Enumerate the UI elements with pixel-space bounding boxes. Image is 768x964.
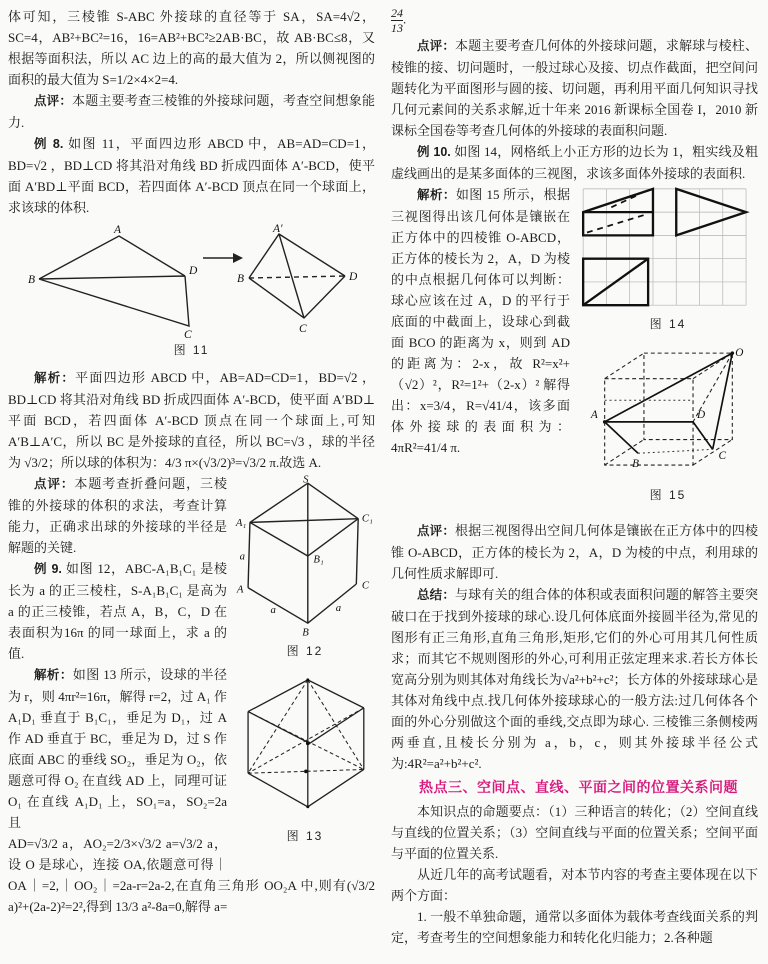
svg-text:a: a — [270, 603, 276, 616]
summary-paragraph — [391, 584, 758, 774]
review-label: 点评： — [34, 477, 75, 491]
summary-text: 与球有关的组合体的体积或表面积问题的解答主要突破口在于找到外接球的球心.设几何体底面外接圆半径为,常见的图形有正三角形,直角三角形,矩形,它们的外心可用其几何性质求；而其它不规则图形的外心,可利用正弦定理来求.若长方体长宽高分别为则其体对角线长为√a²+b²+c²；长方体的外接球球心是其体对角线中点.找几何体外接球球心的一般方法:过几何体各个面的外心分别做这个面的垂线,交点即为球心. 三棱锥三条侧棱两两垂直,且棱长分别为 a，b，c，则其外接球半径公式为:4R²=a²+b²+c². — [391, 587, 758, 771]
svg-text:C: C — [298, 323, 307, 335]
review-text: 根据三视图得出空间几何体是镶嵌在正方体中的四棱锥 O-ABCD，正方体的棱长为 2，A，D 为棱的中点，利用球的几何性质求解即可. — [391, 523, 758, 581]
figure-12 — [235, 473, 375, 662]
fraction-continuation: $\frac{24}{13}$ . — [391, 6, 407, 35]
svg-text:D: D — [188, 265, 197, 277]
review-text: 本题主要考查三棱锥的外接球问题，考查空间想象能力. — [8, 93, 375, 130]
figure-15 — [578, 345, 758, 506]
knowledge-points-paragraph: 本知识点的命题要点：（1）三种语言的转化；（2）空间直线与直线的位置关系；（3）空间直线与平面的位置关系；空间平面与平面的位置关系. — [391, 804, 758, 861]
figures-12-13 — [235, 473, 375, 857]
svg-text:B: B — [302, 626, 309, 639]
left-column — [8, 6, 375, 960]
svg-text:D: D — [696, 408, 706, 421]
analysis-label: 解析： — [34, 371, 76, 385]
figures-14-15 — [578, 184, 758, 516]
analysis-label: 解析： — [34, 668, 73, 682]
analysis-8-text: 平面四边形 ABCD 中，AB=AD=CD=1，BD=√2 ，BD⊥CD 将其沿对角线 BD 折成四面体 A′-BCD，使平面 A′BD⊥平面 BCD，若四面体 A′-BCD 顶点在同一个球面上,可知 A′B⊥A′C，所以 BC 是外接球的直径，所以 BC=√3 ，球的半径为 √3/2；所以球的体积为：4/3 π×(√3/2)³=√3/2 π.故选 A. — [8, 370, 375, 470]
svg-text:B₁: B₁ — [313, 553, 324, 566]
svg-text:a: a — [335, 602, 342, 615]
analysis-10-block — [391, 184, 758, 520]
hotspot-3-heading: 热点三、空间点、直线、平面之间的位置关系问题 — [419, 779, 738, 795]
figure-14-caption: 图 14 — [649, 317, 687, 331]
svg-text:A′: A′ — [272, 223, 283, 235]
example-10-label: 例 10. — [417, 145, 451, 159]
review-paragraph-3 — [391, 35, 758, 141]
svg-text:A: A — [113, 224, 121, 236]
svg-text:O: O — [735, 347, 744, 360]
review-paragraph-1 — [8, 90, 375, 133]
figure-11 — [8, 222, 375, 361]
summary-label: 总结： — [417, 588, 456, 602]
svg-text:B: B — [632, 458, 640, 471]
svg-text:B: B — [236, 273, 244, 285]
figure-14 — [578, 184, 758, 335]
svg-text:A₁: A₁ — [235, 517, 247, 530]
figure-12-caption: 图 12 — [286, 644, 324, 658]
item-1-paragraph: 1. 一般不单独命题，通常以多面体为载体考查线面关系的判定，考查考生的空间想象能力和转化化归能力；2.各种题 — [391, 909, 758, 945]
svg-text:A: A — [236, 583, 244, 596]
svg-text:C: C — [718, 450, 727, 463]
fraction-24-13: $\frac{24}{13}$ — [391, 6, 403, 35]
right-column — [391, 6, 758, 960]
example-8-label: 例 8. — [34, 137, 64, 151]
review-paragraph-4 — [391, 520, 758, 584]
svg-text:D: D — [348, 271, 357, 283]
svg-text:C₁: C₁ — [361, 512, 373, 525]
review-label: 点评： — [417, 39, 456, 53]
figure-11-caption: 图 11 — [173, 343, 210, 357]
review-label: 点评： — [34, 94, 73, 108]
example-10-paragraph — [391, 141, 758, 184]
exam-trend-paragraph: 从近几年的高考试题看，对本节内容的考查主要体现在以下两个方面： — [391, 867, 758, 903]
svg-text:a: a — [239, 550, 246, 563]
analysis-10-text: 如图 15 所示，根据三视图得出该几何体是镶嵌在正方体中的四棱锥 O-ABCD，正方体的棱长为 2，A，D 为棱的中点根据几何体可以判断：球心应该在过 A，D 的平行于底面的中截面上，设球心到截面 BCO 的距离为 x，则到 AD 的距离为：2-x，故 R²=x²+（√2）²，R²=1²+（2-x）² 解得出：x=3/4，R=√41/4，该多面体外接球的表面积为：4πR²=41/4 π. — [391, 187, 570, 455]
example-9-label: 例 9. — [34, 562, 62, 576]
example-10-text: 如图 14，网格纸上小正方形的边长为 1，粗实线及粗虚线画出的是某多面体的三视图，求该多面体外接球的表面积. — [391, 144, 758, 181]
example-8-text: 如图 11，平面四边形 ABCD 中，AB=AD=CD=1，BD=√2 ，BD⊥CD 将其沿对角线 BD 折成四面体 A′-BCD，使平面 A′BD⊥平面 BCD，若四面体 A′-BCD 顶点在同一个球面上，求该球的体积. — [8, 136, 375, 215]
analysis-label: 解析： — [417, 188, 456, 202]
example-9-text: 如图 12，ABC-A₁B₁C₁ 是棱长为 a 的正三棱柱，S-A₁B₁C₁ 是高为 a 的正三棱锥，若点 A，B，C，D 在表面积为16π 的同一球面上，求 a 的值. — [8, 561, 227, 661]
figure-11-drawing — [27, 222, 357, 338]
example-9-block — [8, 473, 375, 917]
svg-text:C: C — [361, 579, 370, 592]
review-text: 本题考查折叠问题，三棱锥的外接球的体积的求法，考查计算能力，正确求出球的外接球的半径是解题的关键. — [8, 476, 227, 555]
review-label: 点评： — [417, 524, 456, 538]
analysis-9-formula: AD=√3/2 a，AO₂=2/3×√3/2 a=√3/2 a，设 O 是球心，连接 OA,依题意可得｜OA｜=2,｜OO₂｜=2a-r=2a-2,在直角三角形 OO₂A 中,则有(√3/2 a)²+(2a-2)²=2²,得到 13/3 a²-8a=0,解得 a= — [8, 836, 375, 914]
analysis-9-text: 如图 13 所示，设球的半径为 r，则 4πr²=16π，解得 r=2，过 A₁ 作 A₁D₁ 垂直于 B₁C₁，垂足为 D₁，过 A 作 AD 垂直于 BC，垂足为 D，过 S 作底面 ABC 的垂线 SO₂，垂足为 O₂，依题意可得 O₂ 在直线 AD 上，同理可证 O₁ 在直线 A₁D₁ 上，SO₁=a，SO₂=2a 且 — [8, 667, 227, 830]
figure-13-caption: 图 13 — [286, 829, 324, 843]
figure-13 — [235, 672, 375, 847]
svg-text:S: S — [303, 473, 309, 486]
figure-15-caption: 图 15 — [649, 488, 687, 502]
example-8-paragraph — [8, 133, 375, 218]
svg-text:A: A — [590, 408, 598, 421]
svg-text:B: B — [27, 274, 35, 286]
body-continuation-paragraph: 体可知，三棱锥 S-ABC 外接球的直径等于 SA，SA=4√2，SC=4，AB²+BC²=16，16=AB²+BC²≥2AB·BC，故 AB·BC≤8，又根据等面积法，所以 AC 边上的高的最大值为 2，所以侧视图的面积的最大值为 S=1/2×4×2=4. — [8, 9, 375, 87]
review-text: 本题主要考查几何体的外接球问题，求解球与棱柱、棱锥的接、切问题时，一般过球心及接、切点作截面，把空间问题转化为平面图形与圆的接、切问题，再利用平面几何知识寻找几何元素间的关系求解,近十年来 2016 新课标全国卷 I，2010 新课标全国卷等考查几何体的外接球的表面积问题. — [391, 38, 758, 138]
svg-text:C: C — [183, 329, 192, 338]
analysis-8-paragraph — [8, 367, 375, 473]
